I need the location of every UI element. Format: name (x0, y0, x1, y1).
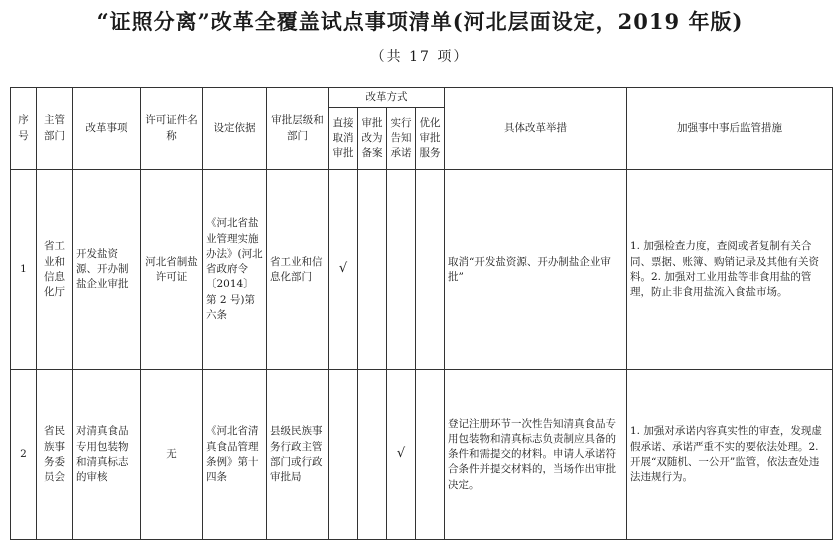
header-reform-mode: 改革方式 (329, 88, 445, 108)
header-mode-commitment: 实行告知承诺 (387, 108, 416, 170)
cell-mode-optimize (416, 170, 445, 370)
cell-level: 县级民族事务行政主管部门或行政审批局 (267, 370, 329, 540)
header-license: 许可证件名称 (141, 88, 203, 170)
header-item: 改革事项 (73, 88, 141, 170)
page-title: “证照分离”改革全覆盖试点事项清单(河北层面设定，2019 年版) (96, 9, 744, 34)
cell-dept: 省民族事务委员会 (37, 370, 73, 540)
cell-mode-cancel (329, 370, 358, 540)
item-count: （共 17 项） (370, 49, 470, 65)
header-mode-cancel: 直接取消审批 (329, 108, 358, 170)
cell-basis: 《河北省清真食品管理条例》第十四条 (203, 370, 267, 540)
header-measures: 具体改革举措 (445, 88, 627, 170)
header-mode-optimize: 优化审批服务 (416, 108, 445, 170)
cell-mode-commitment (387, 170, 416, 370)
cell-seq: 1 (11, 170, 37, 370)
cell-mode-cancel: √ (329, 170, 358, 370)
cell-mode-commitment: √ (387, 370, 416, 540)
cell-supervision: 1. 加强对承诺内容真实性的审查，发现虚假承诺、承诺严重不实的要依法处理。2. 开展“双随机、一公开”监管，依法查处违法违规行为。 (627, 370, 833, 540)
cell-basis: 《河北省盐业管理实施办法》(河北省政府令〔2014〕第 2 号)第六条 (203, 170, 267, 370)
header-dept: 主管部门 (37, 88, 73, 170)
cell-item: 对清真食品专用包装物和清真标志的审核 (73, 370, 141, 540)
cell-measures: 取消“开发盐资源、开办制盐企业审批” (445, 170, 627, 370)
cell-license: 无 (141, 370, 203, 540)
header-basis: 设定依据 (203, 88, 267, 170)
cell-mode-filing (358, 370, 387, 540)
cell-license: 河北省制盐许可证 (141, 170, 203, 370)
header-seq: 序号 (11, 88, 37, 170)
cell-level: 省工业和信息化部门 (267, 170, 329, 370)
header-mode-filing: 审批改为备案 (358, 108, 387, 170)
cell-dept: 省工业和信息化厅 (37, 170, 73, 370)
cell-measures: 登记注册环节一次性告知清真食品专用包装物和清真标志负责制应具备的条件和需提交的材料。申请人承诺符合条件并提交材料的，当场作出审批决定。 (445, 370, 627, 540)
cell-mode-filing (358, 170, 387, 370)
reform-items-table (10, 87, 833, 540)
cell-supervision: 1. 加强检查力度，查阅或者复制有关合同、票据、账簿、购销记录及其他有关资料。2. 加强对工业用盐等非食用盐的管理，防止非食用盐流入食盐市场。 (627, 170, 833, 370)
cell-item: 开发盐资源、开办制盐企业审批 (73, 170, 141, 370)
cell-seq: 2 (11, 370, 37, 540)
table-row (11, 370, 833, 540)
table-row (11, 170, 833, 370)
cell-mode-optimize (416, 370, 445, 540)
header-level: 审批层级和部门 (267, 88, 329, 170)
header-supervision: 加强事中事后监管措施 (627, 88, 833, 170)
